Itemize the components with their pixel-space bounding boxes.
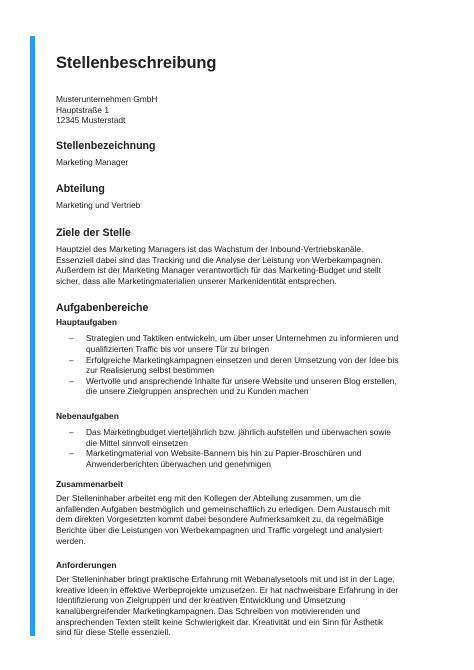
side-tasks-list <box>56 427 428 469</box>
requirements-line: kreative Ideen in effektive Werbeprojekte umzusetzen. Er hat nachweisbare Erfahrung in der <box>56 584 399 595</box>
job-title-value: Marketing Manager <box>56 156 129 167</box>
side-tasks-heading: Nebenaufgaben <box>56 410 119 421</box>
collaboration-line: Der Stelleninhaber arbeitet eng mit den Kollegen der Abteilung zusammen, um die <box>56 493 361 504</box>
bullet-dash: – <box>69 426 74 437</box>
department-value: Marketing und Vertrieb <box>56 200 141 211</box>
document-page <box>56 54 428 654</box>
job-title-heading: Stellenbezeichnung <box>56 139 156 152</box>
list-item <box>56 448 428 469</box>
list-item-line: zur Realisierung selbst bestimmen <box>86 365 215 376</box>
requirements-section <box>56 560 428 638</box>
company-city: 12345 Musterstadt <box>56 115 126 126</box>
collaboration-line: dem direkten Vorgesetzten kommt dabei besondere Aufmerksamkeit zu, da regelmäßige <box>56 514 384 525</box>
department-section <box>56 183 428 211</box>
goals-section <box>56 227 428 286</box>
goals-heading: Ziele der Stelle <box>56 226 131 239</box>
company-name: Musterunternehmen GmbH <box>56 94 158 104</box>
bullet-dash: – <box>69 333 74 344</box>
requirements-line: ansprechenden Texten stellt keine Schwierigkeit dar. Kreativität und ein Sinn für Ästhetik <box>56 616 384 627</box>
list-item <box>56 427 428 448</box>
list-item <box>56 333 428 354</box>
requirements-heading: Anforderungen <box>56 560 117 571</box>
list-item-line: qualifizierten Traffic bis vor unsere Tür zu bringen <box>86 343 270 354</box>
requirements-line: kanalübergreifender Marketingkampagnen. Das Schreiben von motivierenden und <box>56 606 361 617</box>
collaboration-section <box>56 479 428 546</box>
requirements-line: Der Stelleninhaber bringt praktische Erfahrung mit Webanalysetools mit und ist in der Lage, <box>56 574 395 585</box>
requirements-line: Identifizierung von Zielgruppen und der kreativen Entwicklung und Umsetzung <box>56 595 346 606</box>
list-item-line: Anwenderberichten überwachen und genehmigen <box>86 458 271 469</box>
list-item-line: Strategien und Taktiken entwickeln, um über unser Unternehmen zu informieren und <box>86 333 399 344</box>
bullet-dash: – <box>69 354 74 365</box>
list-item-line: die unsere Zielgruppen ansprechen und zu Kunden machen <box>86 386 309 397</box>
requirements-line: sind für diese Stelle essenziell. <box>56 627 171 638</box>
goals-line: sicher, dass alle Marketingmaterialien unserer Markenidentität entsprechen. <box>56 275 337 286</box>
list-item <box>56 376 428 397</box>
list-item-line: Marketingmaterial von Website-Bannern bis hin zu Papier-Broschüren und <box>86 448 362 459</box>
tasks-section <box>56 302 428 469</box>
bullet-dash: – <box>69 375 74 386</box>
goals-line: Hauptziel des Marketing Managers ist das Wachstum der Inbound-Vertriebskanäle. <box>56 243 364 254</box>
collaboration-line: anfallenden Aufgaben bestmöglich und gemeinschaftlich zu erledigen. Dem Austausch mit <box>56 503 390 514</box>
document-title: Stellenbeschreibung <box>56 54 217 72</box>
job-title-section <box>56 140 428 168</box>
main-tasks-list <box>56 333 428 397</box>
list-item-line: Erfolgreiche Marketingkampagnen einsetzen und deren Umsetzung von der Idee bis <box>86 354 399 365</box>
main-tasks-heading: Hauptaufgaben <box>56 317 117 328</box>
goals-line: Außerdem ist der Marketing Manager verantwortlich für das Marketing-Budget und stellt <box>56 265 381 276</box>
company-address <box>56 94 428 126</box>
bullet-dash: – <box>69 448 74 459</box>
department-heading: Abteilung <box>56 183 105 196</box>
accent-bar <box>30 36 35 636</box>
company-street: Hauptstraße 1 <box>56 104 110 115</box>
goals-line: Essenziell dabei sind das Tracking und die Analyse der Leistung von Werbekampagnen. <box>56 254 383 265</box>
collaboration-heading: Zusammenarbeit <box>56 479 124 490</box>
collaboration-line: werden. <box>56 535 86 546</box>
list-item-line: Das Marketingbudget vierteljährlich bzw. jährlich aufstellen und überwachen sowie <box>86 426 391 437</box>
list-item <box>56 355 428 376</box>
collaboration-line: Berichte über die Leistungen von Werbekampagnen und Traffic vorgelegt und analysiert <box>56 525 382 536</box>
list-item-line: Wertvolle und ansprechende Inhalte für unsere Website und unseren Blog erstellen, <box>86 375 397 386</box>
list-item-line: die Mittel sinnvoll einsetzen <box>86 437 188 448</box>
tasks-heading: Aufgabenbereiche <box>56 302 149 315</box>
